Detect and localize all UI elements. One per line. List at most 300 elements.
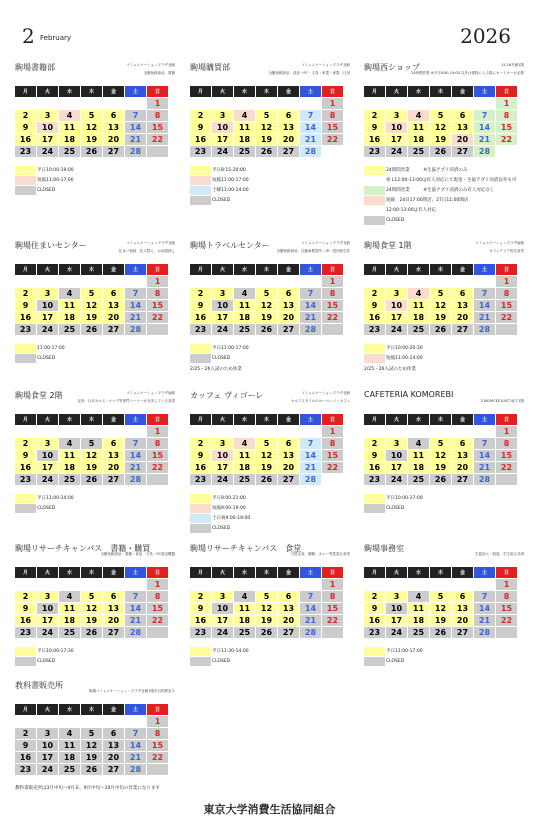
day-cell (322, 627, 343, 638)
day-cell: 3 (212, 591, 233, 602)
store-location: コミュニケーションプラザ南館 (126, 391, 175, 395)
weekday-header: 水 (234, 86, 255, 97)
day-cell: 2 (364, 591, 385, 602)
weekday-header: 日 (496, 86, 517, 97)
legend-text: 平日11:00-14:00 (37, 496, 74, 501)
day-cell: 23 (364, 627, 385, 638)
legend-text: 11:00-17:00 (37, 345, 65, 351)
day-cell: 27 (278, 627, 299, 638)
day-cell: 6 (452, 591, 473, 602)
legend-item (190, 165, 350, 175)
day-cell: 5 (430, 288, 451, 299)
store-header (15, 240, 175, 264)
day-cell: 13 (278, 300, 299, 311)
day-cell: 26 (256, 627, 277, 638)
day-cell: 9 (15, 603, 36, 614)
day-cell: 6 (452, 288, 473, 299)
day-cell (81, 276, 102, 287)
legend-swatch (364, 176, 385, 185)
day-cell: 6 (278, 438, 299, 449)
legend-swatch (364, 354, 385, 363)
day-cell: 27 (452, 627, 473, 638)
day-cell: 25 (59, 146, 80, 157)
day-cell: 8 (147, 728, 168, 739)
store-calendar (15, 62, 175, 195)
legend-item (190, 493, 350, 503)
day-cell (81, 98, 102, 109)
weekday-header: 火 (212, 86, 233, 97)
day-cell: 21 (474, 615, 495, 626)
day-cell (322, 474, 343, 485)
year: 2026 (460, 24, 511, 48)
day-cell: 26 (430, 474, 451, 485)
day-cell (234, 579, 255, 590)
day-cell: 13 (103, 300, 124, 311)
store-description: 24時間営業 ※平日8:00-19:00 以外は建物に入る際にカードキーが必要 (411, 71, 524, 75)
day-cell: 23 (190, 627, 211, 638)
day-cell: 19 (430, 134, 451, 145)
day-cell (386, 276, 407, 287)
day-cell: 1 (147, 579, 168, 590)
day-cell: 3 (212, 288, 233, 299)
day-cell: 1 (322, 276, 343, 287)
weekday-header: 月 (190, 567, 211, 578)
weekday-header: 土 (474, 264, 495, 275)
day-cell: 11 (234, 122, 255, 133)
day-cell: 15 (147, 300, 168, 311)
day-cell (234, 426, 255, 437)
weekday-header: 火 (37, 567, 58, 578)
legend-text: 短縮9:00-19:00 (212, 506, 246, 511)
day-cell: 17 (37, 134, 58, 145)
hours-legend (15, 343, 175, 363)
weekday-header: 月 (364, 86, 385, 97)
day-cell: 19 (430, 312, 451, 323)
hours-legend (364, 343, 524, 363)
day-cell: 28 (300, 324, 321, 335)
legend-swatch (190, 186, 211, 195)
day-cell: 15 (147, 122, 168, 133)
day-cell: 7 (474, 288, 495, 299)
weekday-header: 木 (81, 86, 102, 97)
day-cell: 17 (386, 134, 407, 145)
weekday-header: 日 (496, 264, 517, 275)
day-cell (15, 98, 36, 109)
day-cell: 19 (81, 312, 102, 323)
day-cell: 2 (15, 591, 36, 602)
day-cell: 20 (103, 312, 124, 323)
legend-item (364, 195, 524, 205)
day-cell (37, 579, 58, 590)
day-cell: 12 (81, 450, 102, 461)
weekday-header: 日 (322, 264, 343, 275)
day-cell: 23 (190, 146, 211, 157)
day-cell: 6 (103, 110, 124, 121)
legend-item (190, 185, 350, 195)
day-cell: 11 (59, 300, 80, 311)
legend-text: 祝 L12:00-13:00は有人対応にて現金・生協アプリ決済以外も可 (386, 178, 517, 183)
day-cell (386, 579, 407, 590)
day-cell: 18 (408, 462, 429, 473)
day-cell: 5 (81, 110, 102, 121)
day-cell: 18 (59, 134, 80, 145)
day-cell (474, 426, 495, 437)
day-cell: 19 (256, 312, 277, 323)
day-cell: 16 (15, 462, 36, 473)
day-cell: 10 (386, 450, 407, 461)
legend-item (364, 165, 524, 175)
store-header (364, 390, 524, 414)
day-cell: 28 (125, 324, 146, 335)
day-cell: 27 (452, 146, 473, 157)
store-header (15, 680, 175, 704)
day-cell: 9 (15, 300, 36, 311)
weekday-header: 水 (408, 264, 429, 275)
store-description: カフェテリア形式食堂 (489, 249, 524, 253)
day-cell: 23 (364, 324, 385, 335)
day-cell: 20 (452, 615, 473, 626)
day-cell: 9 (364, 122, 385, 133)
day-cell (278, 276, 299, 287)
day-cell: 19 (430, 615, 451, 626)
day-cell: 7 (125, 288, 146, 299)
store-calendar (364, 543, 524, 666)
day-cell: 23 (15, 627, 36, 638)
day-cell: 9 (15, 122, 36, 133)
weekday-header: 木 (256, 567, 277, 578)
day-cell: 23 (190, 474, 211, 485)
day-cell (234, 276, 255, 287)
day-cell (15, 276, 36, 287)
legend-item (190, 513, 350, 523)
day-cell: 2 (364, 110, 385, 121)
day-cell: 27 (452, 324, 473, 335)
day-cell: 18 (408, 615, 429, 626)
day-cell: 25 (408, 324, 429, 335)
day-cell: 4 (59, 728, 80, 739)
hours-legend (364, 493, 524, 513)
day-cell: 24 (386, 627, 407, 638)
day-cell: 1 (147, 716, 168, 727)
day-cell: 11 (59, 450, 80, 461)
day-cell: 11 (59, 122, 80, 133)
day-cell: 19 (81, 462, 102, 473)
day-cell (15, 426, 36, 437)
day-cell: 10 (386, 122, 407, 133)
weekday-header: 月 (15, 86, 36, 97)
legend-swatch (364, 206, 385, 215)
day-cell: 22 (496, 312, 517, 323)
weekday-header: 木 (430, 414, 451, 425)
day-cell: 11 (408, 300, 429, 311)
day-cell: 22 (496, 134, 517, 145)
day-cell: 18 (59, 615, 80, 626)
day-cell: 15 (322, 603, 343, 614)
day-cell: 14 (474, 122, 495, 133)
day-cell: 8 (147, 591, 168, 602)
day-cell: 26 (81, 627, 102, 638)
day-cell: 19 (256, 462, 277, 473)
weekday-header: 土 (300, 264, 321, 275)
day-cell: 14 (300, 122, 321, 133)
weekday-header: 日 (147, 567, 168, 578)
legend-swatch (190, 647, 211, 656)
day-cell: 4 (234, 438, 255, 449)
day-cell (190, 426, 211, 437)
day-cell: 4 (408, 438, 429, 449)
day-cell: 20 (103, 134, 124, 145)
day-cell (496, 324, 517, 335)
day-cell: 7 (300, 288, 321, 299)
day-cell (37, 276, 58, 287)
day-cell: 21 (474, 462, 495, 473)
day-cell (125, 98, 146, 109)
closure-note: 2/25・26入試のため休業 (364, 367, 416, 372)
day-cell: 24 (37, 764, 58, 775)
day-cell: 16 (190, 312, 211, 323)
weekday-header: 木 (430, 86, 451, 97)
calendar-grid (364, 264, 524, 335)
day-cell: 17 (37, 312, 58, 323)
store-calendar (15, 240, 175, 363)
store-name: カッフェ ヴィゴーレ (190, 391, 264, 400)
day-cell: 14 (300, 603, 321, 614)
day-cell: 10 (37, 450, 58, 461)
legend-swatch (190, 176, 211, 185)
day-cell: 3 (386, 438, 407, 449)
day-cell: 12 (430, 603, 451, 614)
day-cell: 2 (190, 438, 211, 449)
day-cell: 9 (190, 122, 211, 133)
day-cell: 7 (474, 438, 495, 449)
day-cell: 2 (190, 591, 211, 602)
day-cell: 26 (430, 146, 451, 157)
weekday-header: 木 (81, 567, 102, 578)
weekday-header: 水 (234, 264, 255, 275)
day-cell (496, 627, 517, 638)
day-cell: 18 (234, 462, 255, 473)
day-cell: 5 (256, 438, 277, 449)
day-cell: 2 (15, 728, 36, 739)
day-cell: 18 (59, 752, 80, 763)
day-cell: 27 (278, 474, 299, 485)
legend-text: 平日11:00-17:00 (212, 346, 249, 351)
legend-item (15, 646, 175, 656)
legend-item (364, 215, 524, 225)
day-cell: 11 (234, 603, 255, 614)
day-cell: 4 (234, 288, 255, 299)
day-cell: 22 (496, 615, 517, 626)
day-cell: 11 (59, 740, 80, 751)
legend-item (364, 343, 524, 353)
legend-swatch (15, 657, 36, 666)
day-cell: 16 (364, 134, 385, 145)
store-location: コミュニケーションプラザ北館 (126, 63, 175, 67)
store-description: セルフスタイルのヨーロッパンカフェ (290, 399, 350, 403)
day-cell: 12 (430, 300, 451, 311)
day-cell: 7 (300, 438, 321, 449)
day-cell (386, 426, 407, 437)
day-cell: 12 (256, 450, 277, 461)
day-cell (364, 579, 385, 590)
day-cell: 11 (234, 450, 255, 461)
day-cell: 1 (147, 426, 168, 437)
legend-item (15, 165, 175, 175)
weekday-header: 火 (37, 264, 58, 275)
day-cell: 22 (322, 615, 343, 626)
day-cell: 8 (496, 288, 517, 299)
day-cell (408, 98, 429, 109)
day-cell: 20 (103, 752, 124, 763)
day-cell: 15 (322, 122, 343, 133)
weekday-header: 金 (452, 414, 473, 425)
day-cell (212, 426, 233, 437)
day-cell: 6 (278, 288, 299, 299)
day-cell: 16 (15, 615, 36, 626)
day-cell (300, 579, 321, 590)
day-cell: 18 (234, 615, 255, 626)
calendar-grid (15, 264, 175, 335)
day-cell: 16 (190, 615, 211, 626)
day-cell: 7 (300, 591, 321, 602)
day-cell: 19 (256, 134, 277, 145)
day-cell: 22 (147, 752, 168, 763)
legend-item (364, 185, 524, 195)
legend-swatch (364, 166, 385, 175)
weekday-header: 水 (59, 264, 80, 275)
day-cell: 15 (322, 300, 343, 311)
day-cell (364, 98, 385, 109)
weekday-header: 木 (430, 567, 451, 578)
day-cell: 27 (278, 146, 299, 157)
legend-text: CLOSED (386, 658, 405, 664)
weekday-header: 火 (212, 414, 233, 425)
weekday-header: 日 (147, 86, 168, 97)
weekday-header: 金 (103, 414, 124, 425)
day-cell (103, 716, 124, 727)
legend-item (15, 493, 175, 503)
store-calendar (364, 390, 524, 513)
day-cell (212, 276, 233, 287)
store-header (364, 543, 524, 567)
legend-text: 平日10:00-19:00 (37, 168, 74, 173)
store-description: 全額免税商品：書籍 (143, 71, 175, 75)
day-cell: 22 (496, 462, 517, 473)
weekday-header: 木 (256, 264, 277, 275)
day-cell: 18 (408, 312, 429, 323)
legend-item (364, 493, 524, 503)
day-cell: 24 (386, 324, 407, 335)
legend-item (190, 523, 350, 533)
day-cell (37, 98, 58, 109)
hours-legend (190, 493, 350, 533)
day-cell: 15 (147, 740, 168, 751)
day-cell (103, 426, 124, 437)
day-cell: 22 (147, 615, 168, 626)
weekday-header: 火 (37, 704, 58, 715)
day-cell: 27 (103, 146, 124, 157)
legend-item (364, 205, 524, 215)
day-cell: 23 (15, 764, 36, 775)
store-header (364, 240, 524, 264)
day-cell (430, 426, 451, 437)
weekday-header: 日 (147, 704, 168, 715)
day-cell: 25 (234, 324, 255, 335)
day-cell: 16 (15, 312, 36, 323)
day-cell: 17 (212, 615, 233, 626)
day-cell: 10 (212, 300, 233, 311)
weekday-header: 水 (408, 414, 429, 425)
footer-organization: 東京大学消費生活協同組合 (203, 803, 336, 816)
weekday-header: 月 (15, 704, 36, 715)
legend-swatch (190, 196, 211, 205)
legend-swatch (364, 216, 385, 225)
day-cell: 13 (452, 603, 473, 614)
weekday-header: 水 (59, 704, 80, 715)
legend-swatch (364, 186, 385, 195)
day-cell: 27 (103, 764, 124, 775)
day-cell: 14 (125, 603, 146, 614)
legend-item (190, 195, 350, 205)
day-cell: 12 (81, 603, 102, 614)
day-cell: 19 (256, 615, 277, 626)
day-cell: 15 (496, 603, 517, 614)
day-cell: 5 (81, 288, 102, 299)
day-cell (430, 276, 451, 287)
day-cell (256, 426, 277, 437)
store-name: 駒場住まいセンター (15, 241, 87, 250)
store-description: 全額免税商品：書籍・食品・文具・PC周辺機器 (100, 552, 175, 556)
legend-swatch (15, 494, 36, 503)
day-cell: 2 (190, 288, 211, 299)
day-cell: 11 (408, 122, 429, 133)
legend-text: 12:00-13:00は有人対応 (386, 208, 437, 213)
weekday-header: 土 (125, 264, 146, 275)
legend-swatch (15, 176, 36, 185)
hours-legend (15, 165, 175, 195)
day-cell (15, 579, 36, 590)
hours-legend (190, 646, 350, 666)
day-cell: 16 (190, 134, 211, 145)
day-cell: 19 (430, 462, 451, 473)
weekday-header: 金 (452, 567, 473, 578)
day-cell: 26 (256, 146, 277, 157)
store-name: 駒場書籍部 (15, 63, 55, 72)
day-cell: 14 (125, 740, 146, 751)
day-cell: 8 (496, 110, 517, 121)
day-cell: 18 (59, 312, 80, 323)
legend-swatch (15, 186, 36, 195)
day-cell: 13 (278, 450, 299, 461)
day-cell (59, 579, 80, 590)
legend-text: 平日10:00-17:30 (37, 649, 74, 654)
day-cell (125, 716, 146, 727)
day-cell (59, 98, 80, 109)
day-cell: 17 (212, 312, 233, 323)
store-description: 21KOMCEE EAST 地下1階 (480, 399, 524, 403)
day-cell (430, 579, 451, 590)
day-cell (408, 426, 429, 437)
legend-text: 24時間営業 ※生協アプリ決済のみ有人対応なし (386, 188, 495, 193)
closure-note: 2/25・26入試のため休業 (190, 367, 242, 372)
day-cell: 11 (59, 603, 80, 614)
day-cell: 12 (430, 122, 451, 133)
day-cell: 13 (278, 122, 299, 133)
store-name: CAFETERIA KOMOREBI (364, 390, 454, 399)
day-cell: 12 (81, 740, 102, 751)
day-cell: 14 (474, 450, 495, 461)
day-cell: 7 (125, 110, 146, 121)
